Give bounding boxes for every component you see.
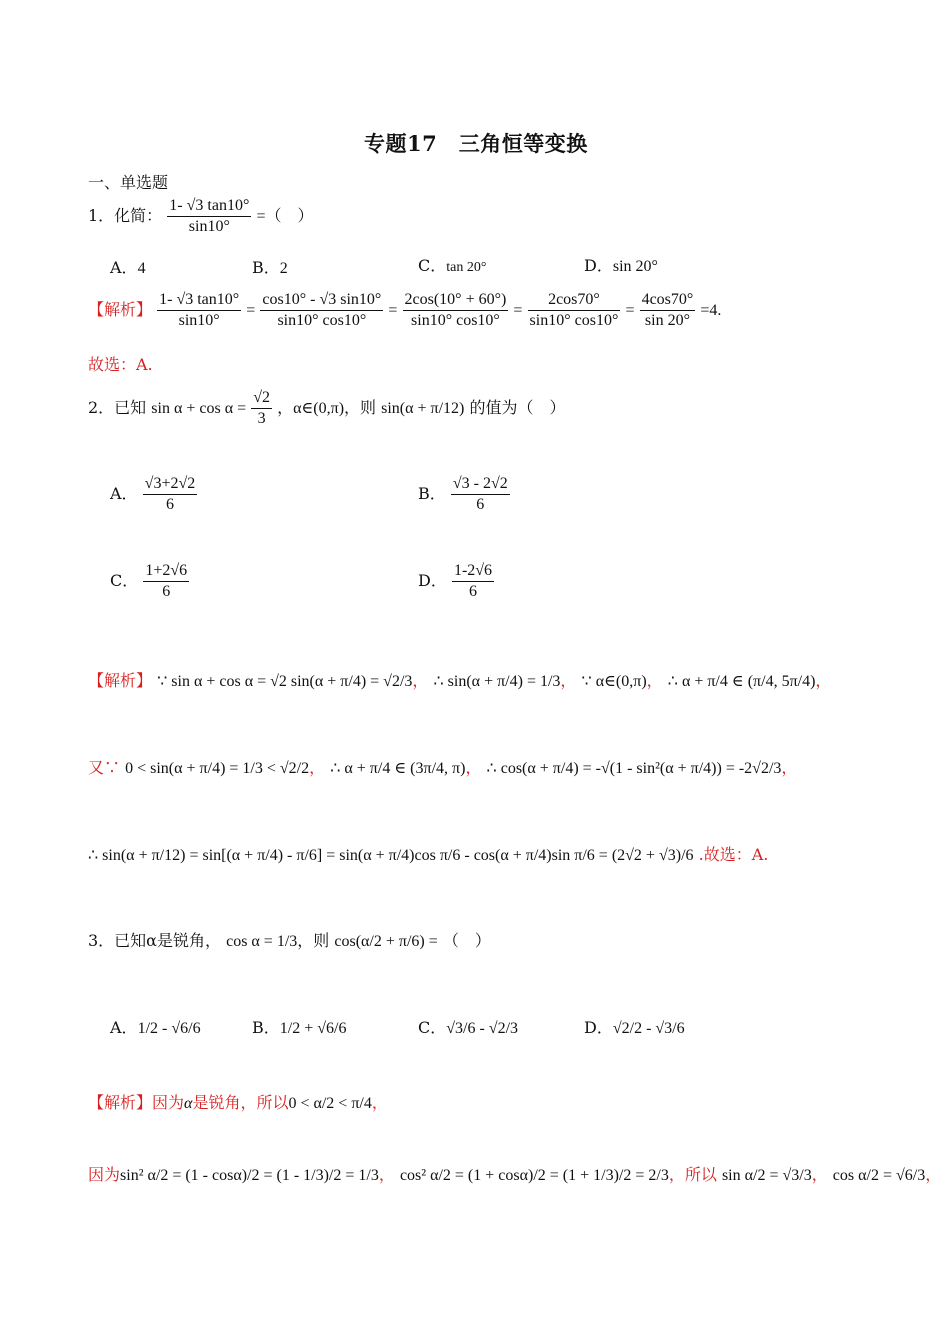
q1-step-1: $\frac{1- √3 \tan 10^\circ}{\sin 10^\circ}$ <box>159 291 240 329</box>
q3-condition: cos α = 1/3，则 <box>226 933 330 950</box>
q2-option-a: A． $\frac{√3+2√2}{6}$ <box>110 475 196 513</box>
question-1 <box>88 196 313 237</box>
q2-answer: .故选：A. <box>698 845 769 864</box>
q1-analysis: 【解析】 $\frac{1- √3 \tan 10^\circ}{\sin 10^\circ}$ = $\frac{\cos 10^\circ - √3 \sin 10^\circ}{\sin 10^\circ \cos 10^\circ}$ = $\frac{2\cos(10^\circ + 60^\circ)}{\sin 10^\circ \cos 10^\circ}$ = $\frac{2\cos 70^\circ}{\sin 10^\circ \cos 10^\circ}$ = $\frac{4\cos 70^\circ}{\sin 20^\circ}$ =4. <box>88 291 722 329</box>
q2-condition: ，α∈(0,π)，则 <box>277 400 377 417</box>
question-3: 3．已知α是锐角， cos α = 1/3，则 cos(α/2 + π/6) = （ ） <box>88 931 491 950</box>
q1-step-3: $\frac{2\cos(10^\circ + 60^\circ)}{\sin 10^\circ \cos 10^\circ}$ <box>404 291 507 329</box>
q3-option-a: A．1/2 - √6/6 <box>110 1018 201 1037</box>
q2-expr2: sin(α + π/12) <box>381 400 465 417</box>
q2-option-c: C． $\frac{1+2√6}{6}$ <box>110 562 188 600</box>
q1-option-a: A．4 <box>110 258 146 277</box>
q2-expr1: sin α + cos α = <box>151 400 247 417</box>
q1-option-c: C．tan 20° <box>418 256 487 275</box>
q1-denominator: sin10° <box>188 218 230 235</box>
q3-option-b: B．1/2 + √6/6 <box>252 1018 347 1037</box>
q3-analysis-line-2: 因为sin² α/2 = (1 - cosα)/2 = (1 - 1/3)/2 = 1/3， cos² α/2 = (1 + cosα)/2 = (1 + 1/3)/2 = 2/3，所以 sin α/2 = √3/3， cos α/2 = √6/3， <box>88 1165 942 1184</box>
q3-analysis-line-1: 【解析】因为α是锐角，所以0 < α/2 < π/4， <box>88 1093 388 1112</box>
q1-option-d: D．sin 20° <box>584 256 658 275</box>
q1-stem: 1．化简： <box>88 206 163 225</box>
q1-step-5: $\frac{4\cos 70^\circ}{\sin 20^\circ}$ <box>641 291 694 329</box>
question-2: 2．已知 sin α + cos α = $\frac{√2}{3}$ ，α∈(0,π)，则 sin(α + π/12) 的值为（ ） <box>88 389 566 427</box>
q3-option-d: D．√2/2 - √3/6 <box>584 1018 685 1037</box>
q1-tail: =（ ） <box>256 208 314 225</box>
q1-result: =4 <box>700 302 718 319</box>
q2-option-d: D． $\frac{1-2√6}{6}$ <box>418 562 493 600</box>
q1-numerator: 1- √3 tan10° <box>167 196 251 217</box>
q2-analysis-line-2: 又∵ 0 < sin(α + π/4) = 1/3 < √2/2， ∴ α + π/4 ∈ (3π/4, π)， ∴ cos(α + π/4) = -√(1 - sin²(α + π/4)) = -2√2/3， <box>88 758 798 777</box>
q1-step-4: $\frac{2\cos 70^\circ}{\sin 10^\circ \cos 10^\circ}$ <box>529 291 619 329</box>
q1-option-b: B．2 <box>252 258 288 277</box>
analysis-tag: 【解析】 <box>88 300 153 319</box>
page-title: 专题17 三角恒等变换 <box>364 131 588 156</box>
q3-option-c: C．√3/6 - √2/3 <box>418 1018 519 1037</box>
q1-answer: 故选：A. <box>88 355 153 374</box>
q1-fraction <box>167 196 251 237</box>
q1-step-2: $\frac{\cos 10^\circ - √3 \sin 10^\circ}{\sin 10^\circ \cos 10^\circ}$ <box>262 291 382 329</box>
q2-analysis-line-1: 【解析】 ∵ sin α + cos α = √2 sin(α + π/4) = √2/3， ∴ sin(α + π/4) = 1/3， ∵ α∈(0,π)， ∴ α + π/4 ∈ (π/4, 5π/4)， <box>88 671 832 690</box>
q3-expr: cos(α/2 + π/6) = <box>334 933 438 950</box>
q2-option-b: B． $\frac{√3 - 2√2}{6}$ <box>418 475 508 513</box>
section-heading: 一、单选题 <box>88 173 169 192</box>
q2-analysis-line-3: ∴ sin(α + π/12) = sin[(α + π/4) - π/6] = sin(α + π/4)cos π/6 - cos(α + π/4)sin π/6 = (2√2 + √3)/6 .故选：A. <box>88 845 769 864</box>
q2-expr1-fraction: $\frac{√2}{3}$ <box>253 389 270 427</box>
